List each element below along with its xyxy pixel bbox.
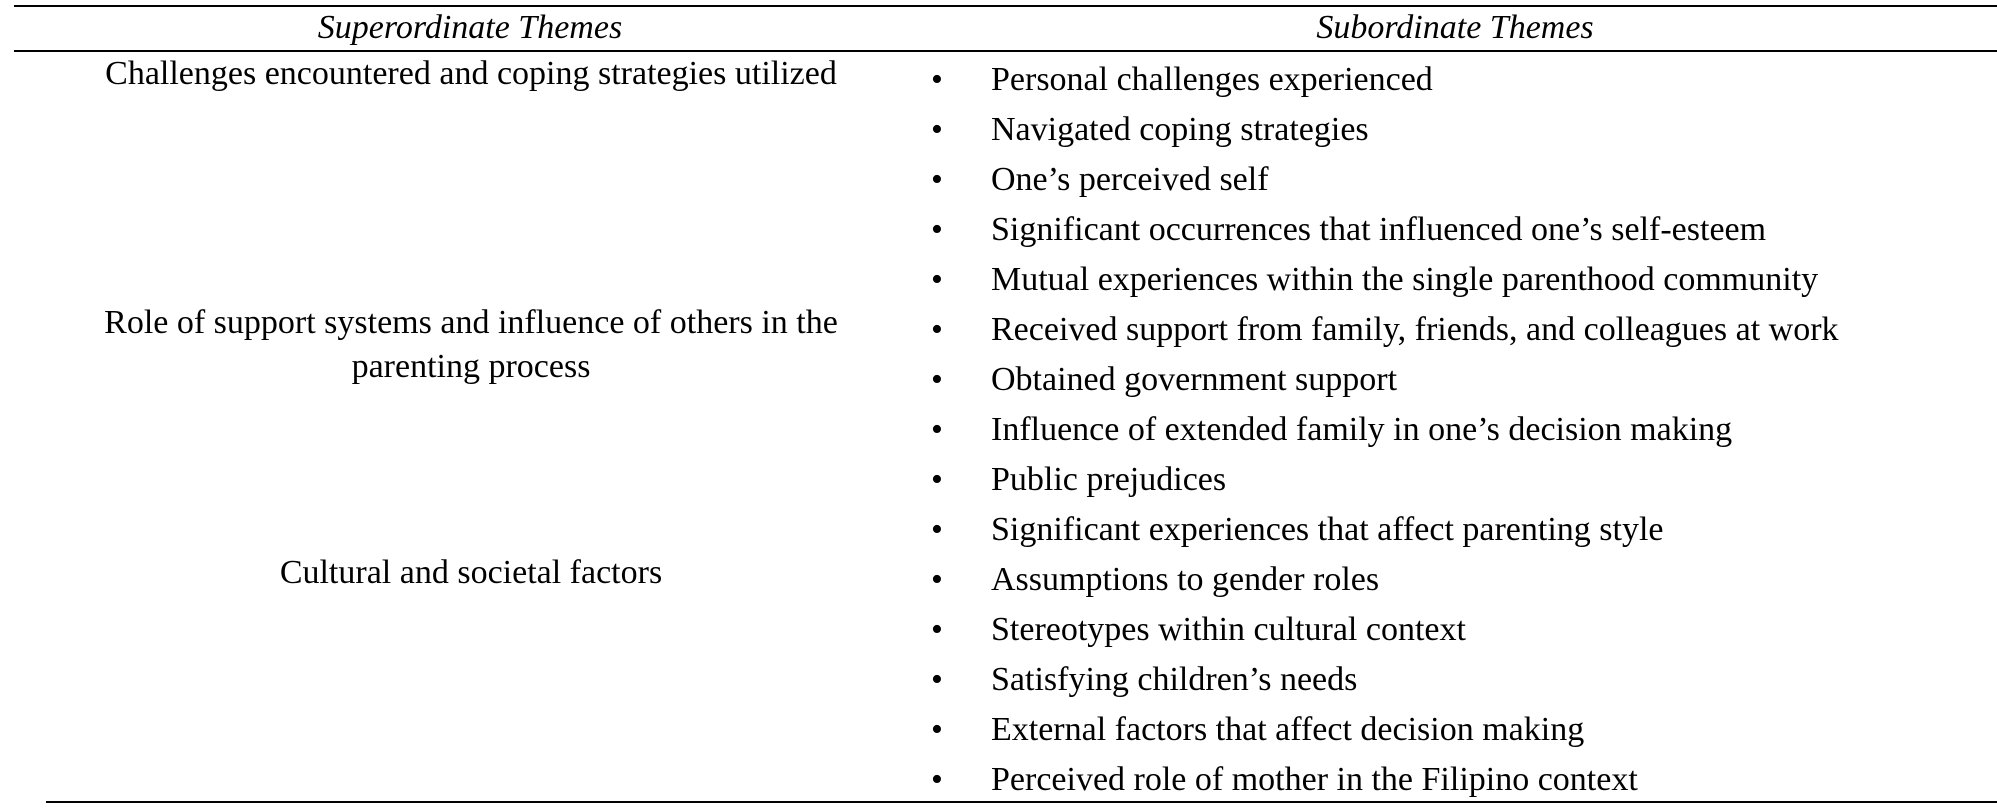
subordinate-theme-label: Significant experiences that affect parenting style xyxy=(991,511,1664,548)
subordinate-theme-label: One’s perceived self xyxy=(991,161,1269,198)
bullet-icon: • xyxy=(931,411,943,448)
subordinate-theme-label: Satisfying children’s needs xyxy=(991,661,1358,698)
subordinate-theme-item xyxy=(900,405,1997,455)
bullet-icon: • xyxy=(931,161,943,198)
bullet-icon: • xyxy=(931,561,943,598)
subordinate-theme-label: Received support from family, friends, and colleagues at work xyxy=(991,311,1839,348)
subordinate-theme-item xyxy=(900,255,1997,305)
subordinate-theme-label: Influence of extended family in one’s decision making xyxy=(991,411,1733,448)
bullet-icon: • xyxy=(931,711,943,748)
bullet-icon: • xyxy=(931,261,943,298)
subordinate-theme-label: Obtained government support xyxy=(991,361,1398,398)
subordinate-theme-item xyxy=(900,305,1997,355)
bullet-icon: • xyxy=(931,511,943,548)
superordinate-theme: Challenges encountered and coping strategies utilized xyxy=(105,55,837,92)
column-header-superordinate: Superordinate Themes xyxy=(317,9,623,46)
subordinate-theme-label: Significant occurrences that influenced one’s self-esteem xyxy=(991,211,1767,248)
subordinate-theme-label: Navigated coping strategies xyxy=(991,111,1369,148)
subordinate-theme-label: Public prejudices xyxy=(991,461,1227,498)
bullet-icon: • xyxy=(931,311,943,348)
subordinate-theme-item xyxy=(900,55,1997,105)
superordinate-theme: Cultural and societal factors xyxy=(279,554,663,591)
subordinate-theme-item xyxy=(900,705,1997,755)
superordinate-theme: Role of support systems and influence of others in the parenting process xyxy=(104,304,838,385)
table-top-rule xyxy=(14,5,1997,7)
subordinate-theme-label: Personal challenges experienced xyxy=(991,61,1433,98)
bullet-icon: • xyxy=(931,211,943,248)
subordinate-theme-label: Mutual experiences within the single parenthood community xyxy=(991,261,1819,298)
bullet-icon: • xyxy=(931,111,943,148)
subordinate-theme-item xyxy=(900,505,1997,555)
bullet-icon: • xyxy=(931,61,943,98)
bullet-icon: • xyxy=(931,461,943,498)
bullet-icon: • xyxy=(931,611,943,648)
subordinate-theme-label: Assumptions to gender roles xyxy=(991,561,1380,598)
bullet-icon: • xyxy=(931,661,943,698)
subordinate-theme-item xyxy=(900,555,1997,605)
subordinate-theme-item xyxy=(900,355,1997,405)
subordinate-theme-label: Perceived role of mother in the Filipino context xyxy=(991,761,1638,798)
bullet-icon: • xyxy=(931,761,943,798)
subordinate-theme-item xyxy=(900,155,1997,205)
bullet-icon: • xyxy=(931,361,943,398)
subordinate-theme-item xyxy=(900,455,1997,505)
subordinate-theme-item xyxy=(900,105,1997,155)
subordinate-theme-item xyxy=(900,655,1997,705)
subordinate-theme-label: External factors that affect decision making xyxy=(991,711,1585,748)
table-bottom-rule xyxy=(46,801,1997,803)
subordinate-theme-label: Stereotypes within cultural context xyxy=(991,611,1466,648)
column-header-subordinate: Subordinate Themes xyxy=(1316,9,1594,46)
subordinate-theme-item xyxy=(900,755,1997,805)
subordinate-theme-item xyxy=(900,605,1997,655)
subordinate-theme-list xyxy=(900,55,1997,805)
subordinate-theme-item xyxy=(900,205,1997,255)
